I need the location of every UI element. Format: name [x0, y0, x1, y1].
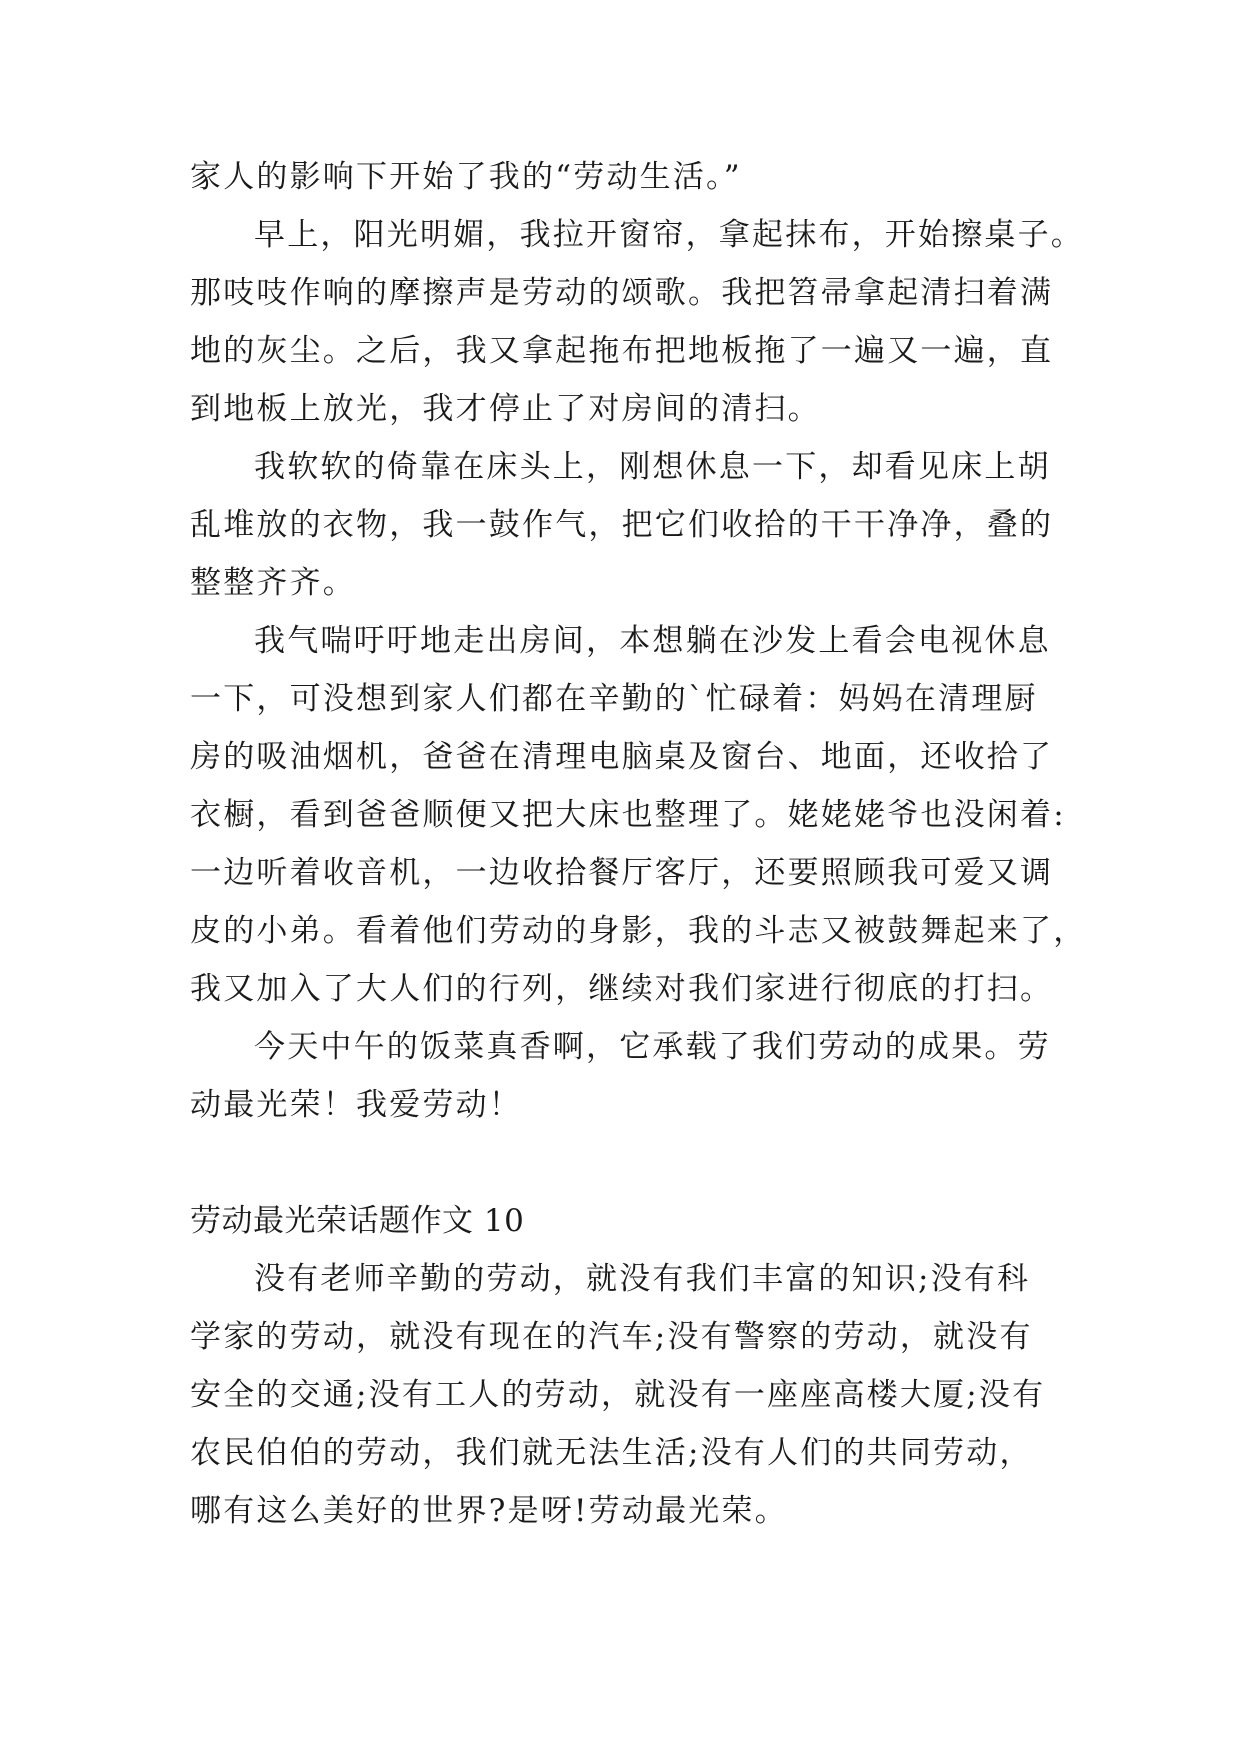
text-line: 一边听着收音机，一边收拾餐厅客厅，还要照顾我可爱又调 — [190, 855, 1054, 891]
text-line: 学家的劳动，就没有现在的汽车;没有警察的劳动，就没有 — [190, 1319, 1033, 1355]
text-line: 到地板上放光，我才停止了对房间的清扫。 — [190, 391, 821, 427]
text-line: 皮的小弟。看着他们劳动的身影，我的斗志又被鼓舞起来了， — [190, 913, 1087, 949]
paragraph-first-line: 早上，阳光明媚，我拉开窗帘，拿起抹布，开始擦桌子。 — [254, 217, 1084, 253]
text-line: 家人的影响下开始了我的“劳动生活。” — [190, 159, 742, 195]
text-line: 哪有这么美好的世界?是呀!劳动最光荣。 — [190, 1493, 788, 1529]
text-line: 一下，可没想到家人们都在辛勤的`忙碌着：妈妈在清理厨 — [190, 681, 1038, 717]
text-line: 农民伯伯的劳动，我们就无法生活;没有人们的共同劳动， — [190, 1435, 1033, 1471]
paragraph-first-line: 我软软的倚靠在床头上，刚想休息一下，却看见床上胡 — [254, 449, 1051, 485]
text-line: 整整齐齐。 — [190, 565, 356, 601]
text-line: 安全的交通;没有工人的劳动，就没有一座座高楼大厦;没有 — [190, 1377, 1046, 1413]
text-line: 衣橱，看到爸爸顺便又把大床也整理了。姥姥姥爷也没闲着: — [190, 797, 1066, 833]
paragraph-first-line: 今天中午的饭菜真香啊，它承载了我们劳动的成果。劳 — [254, 1029, 1051, 1065]
text-line: 乱堆放的衣物，我一鼓作气，把它们收拾的干干净净，叠的 — [190, 507, 1054, 543]
text-line: 动最光荣！我爱劳动！ — [190, 1087, 522, 1123]
paragraph-first-line: 没有老师辛勤的劳动，就没有我们丰富的知识;没有科 — [254, 1261, 1031, 1297]
text-line: 地的灰尘。之后，我又拿起拖布把地板拖了一遍又一遍，直 — [190, 333, 1054, 369]
paragraph-first-line: 我气喘吁吁地走出房间，本想躺在沙发上看会电视休息 — [254, 623, 1051, 659]
text-line: 我又加入了大人们的行列，继续对我们家进行彻底的打扫。 — [190, 971, 1054, 1007]
essay-title: 劳动最光荣话题作文 10 — [190, 1203, 525, 1239]
text-line: 那吱吱作响的摩擦声是劳动的颂歌。我把笤帚拿起清扫着满 — [190, 275, 1054, 311]
text-line: 房的吸油烟机，爸爸在清理电脑桌及窗台、地面，还收拾了 — [190, 739, 1054, 775]
